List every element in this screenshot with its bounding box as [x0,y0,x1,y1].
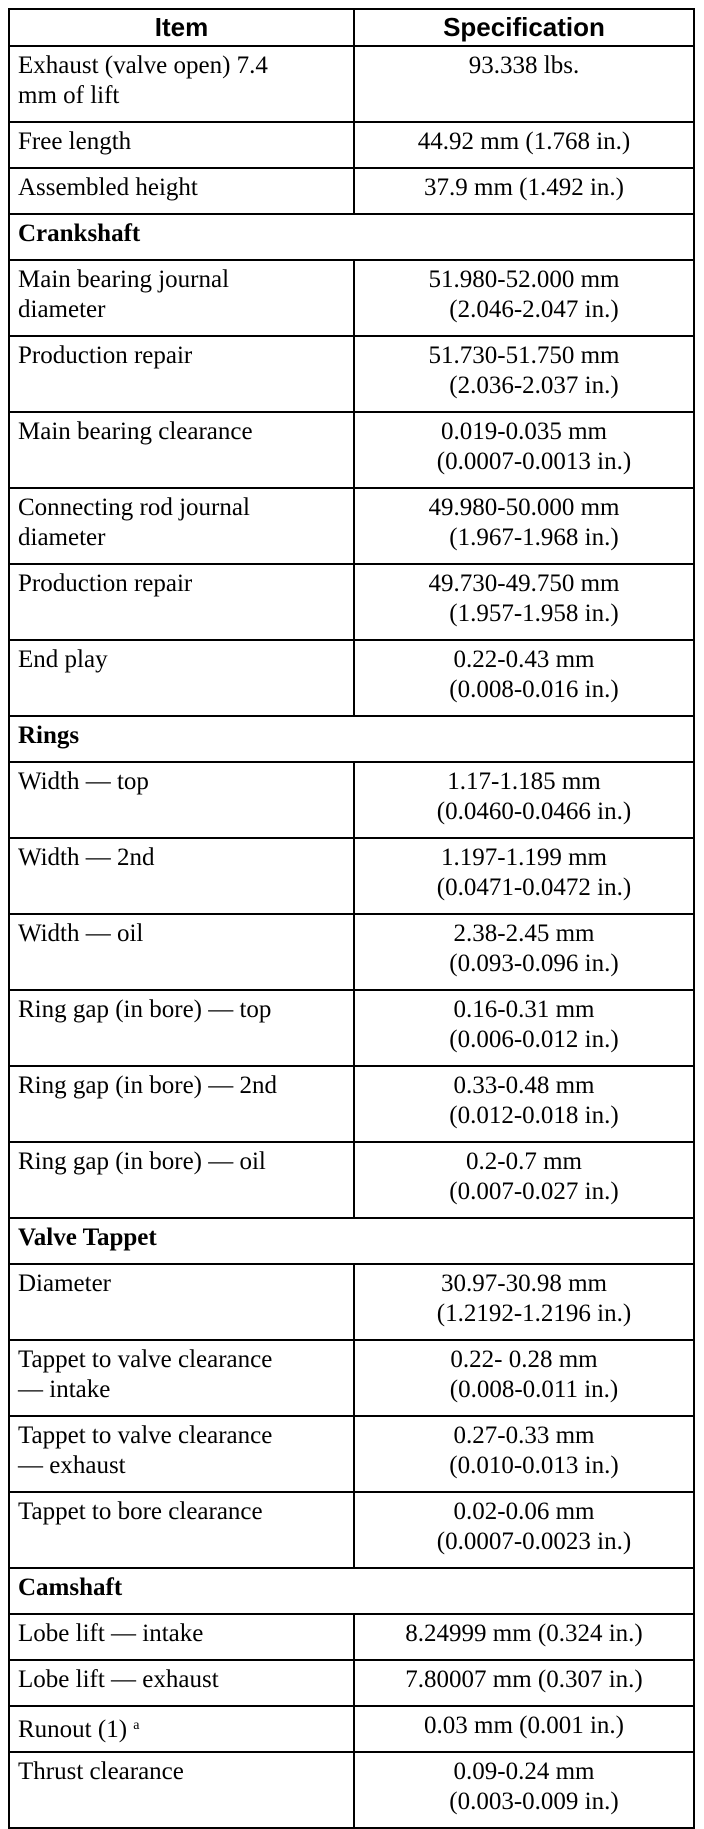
item-text: Ring gap (in bore) — 2nd [18,1072,277,1099]
item-cell [9,1416,354,1492]
specification-cell [354,1416,694,1492]
specification-text: 1.17-1.185 mm [447,768,601,795]
specification-text: 0.09-0.24 mm [453,1758,595,1785]
specification-text: (0.012-0.018 in.) [449,1102,619,1129]
specification-cell [354,412,694,488]
item-text: mm of lift [18,82,120,109]
table-row [9,1066,694,1142]
item-text: Diameter [18,1270,112,1297]
specification-cell [354,336,694,412]
item-cell [9,488,354,564]
specification-text: (0.0007-0.0013 in.) [436,448,632,475]
table-body [9,46,694,1828]
specification-cell [354,122,694,168]
item-text: Production repair [18,342,193,369]
specification-cell [354,1752,694,1828]
table-row [9,168,694,214]
item-text: Ring gap (in bore) — top [18,996,272,1023]
specification-cell [354,640,694,716]
specification-text: 30.97-30.98 mm [441,1270,607,1297]
specification-text: (0.006-0.012 in.) [449,1026,619,1053]
table-row [9,1660,694,1706]
specification-text: 51.730-51.750 mm [428,342,620,369]
item-cell [9,762,354,838]
item-text: diameter [18,296,106,323]
item-text: Assembled height [18,174,198,201]
specification-cell [354,260,694,336]
specification-cell [354,1340,694,1416]
specification-cell [354,1706,694,1752]
table-row [9,1416,694,1492]
table-row [9,1142,694,1218]
item-cell [9,1614,354,1660]
specification-text: 1.197-1.199 mm [441,844,607,871]
specification-cell [354,762,694,838]
specification-text: 0.02-0.06 mm [453,1498,595,1525]
specification-text: (2.036-2.037 in.) [449,372,619,399]
table-row [9,122,694,168]
specification-text: 49.980-50.000 mm [428,494,620,521]
specification-text: 2.38-2.45 mm [453,920,595,947]
specification-text: 37.9 mm (1.492 in.) [424,174,624,201]
item-text: Lobe lift — intake [18,1620,204,1647]
specification-text: (0.093-0.096 in.) [449,950,619,977]
item-cell [9,1752,354,1828]
item-cell [9,838,354,914]
header-specification: Specification [354,9,694,46]
item-text: Free length [18,128,132,155]
item-text: Width — top [18,768,149,795]
item-text: Lobe lift — exhaust [18,1666,219,1693]
specification-cell [354,1614,694,1660]
item-cell [9,640,354,716]
table-row [9,1340,694,1416]
specification-text: (2.046-2.047 in.) [449,296,619,323]
item-cell [9,1660,354,1706]
item-line [18,1711,345,1745]
specification-text: 0.03 mm (0.001 in.) [424,1712,624,1739]
item-cell [9,1340,354,1416]
item-cell [9,1264,354,1340]
item-text: Tappet to valve clearance [18,1422,273,1449]
item-text: Main bearing clearance [18,418,253,445]
specification-text: (1.967-1.968 in.) [449,524,619,551]
section-heading: Rings [9,716,694,762]
table-row [9,488,694,564]
item-cell [9,1066,354,1142]
section-row [9,214,694,260]
table-row [9,640,694,716]
specification-text: (0.0460-0.0466 in.) [436,798,632,825]
item-cell [9,122,354,168]
specification-cell [354,1492,694,1568]
item-text: — exhaust [18,1452,126,1479]
item-text: Production repair [18,570,193,597]
section-row [9,1568,694,1614]
item-text: Tappet to valve clearance [18,1346,273,1373]
item-cell [9,1706,354,1752]
specification-text: (1.957-1.958 in.) [449,600,619,627]
table-row [9,46,694,122]
specification-text: (0.008-0.016 in.) [449,676,619,703]
table-row [9,1752,694,1828]
item-text: Exhaust (valve open) 7.4 [18,52,268,79]
specification-cell [354,1660,694,1706]
table-row [9,1706,694,1752]
specification-text: (0.010-0.013 in.) [449,1452,619,1479]
specification-cell [354,564,694,640]
item-text: Thrust clearance [18,1758,184,1785]
item-cell [9,1492,354,1568]
specification-text: 0.2-0.7 mm [466,1148,582,1175]
specification-text: 8.24999 mm (0.324 in.) [405,1620,643,1647]
specification-cell [354,1142,694,1218]
specification-text: 0.27-0.33 mm [453,1422,595,1449]
section-heading: Valve Tappet [9,1218,694,1264]
section-heading: Camshaft [9,1568,694,1614]
section-row [9,1218,694,1264]
header-row [9,9,694,46]
specification-text: 7.80007 mm (0.307 in.) [405,1666,643,1693]
item-cell [9,46,354,122]
item-cell [9,168,354,214]
table-row [9,914,694,990]
item-text: Tappet to bore clearance [18,1498,263,1525]
table-row [9,1492,694,1568]
specification-text: 49.730-49.750 mm [428,570,620,597]
specification-cell [354,914,694,990]
specification-text: 0.019-0.035 mm [441,418,607,445]
table-row [9,336,694,412]
specification-text: 44.92 mm (1.768 in.) [417,128,631,155]
specification-text: (0.008-0.011 in.) [449,1376,619,1403]
specification-table [8,8,695,1829]
specification-text: (0.0007-0.0023 in.) [436,1528,632,1555]
specification-text: (0.003-0.009 in.) [449,1788,619,1815]
specification-cell [354,488,694,564]
footnote-marker: a [133,1718,140,1733]
specification-cell [354,990,694,1066]
specification-cell [354,838,694,914]
item-text: Connecting rod journal [18,494,250,521]
specification-text: 93.338 lbs. [468,52,580,79]
specification-text: (0.0471-0.0472 in.) [436,874,632,901]
table-row [9,838,694,914]
specification-text: 0.33-0.48 mm [453,1072,595,1099]
specification-text: (1.2192-1.2196 in.) [436,1300,632,1327]
specification-text: 51.980-52.000 mm [428,266,620,293]
table-row [9,260,694,336]
item-text: Main bearing journal [18,266,230,293]
table-row [9,1614,694,1660]
specification-cell [354,1066,694,1142]
table-row [9,564,694,640]
item-cell [9,412,354,488]
item-text: — intake [18,1376,111,1403]
item-text: Ring gap (in bore) — oil [18,1148,266,1175]
section-heading: Crankshaft [9,214,694,260]
item-text: diameter [18,524,106,551]
header-item: Item [9,9,354,46]
item-cell [9,336,354,412]
item-text: End play [18,646,108,673]
item-text: Width — oil [18,920,144,947]
specification-text: 0.22- 0.28 mm [450,1346,598,1373]
table-row [9,990,694,1066]
specification-text: 0.16-0.31 mm [453,996,595,1023]
table-row [9,412,694,488]
item-cell [9,1142,354,1218]
section-row [9,716,694,762]
specification-text: (0.007-0.027 in.) [449,1178,619,1205]
specification-cell [354,46,694,122]
item-text: Runout (1) [18,1716,128,1743]
item-cell [9,260,354,336]
specification-cell [354,1264,694,1340]
item-text: Width — 2nd [18,844,155,871]
item-cell [9,564,354,640]
table-row [9,762,694,838]
specification-cell [354,168,694,214]
specification-text: 0.22-0.43 mm [453,646,595,673]
table-row [9,1264,694,1340]
item-cell [9,914,354,990]
item-cell [9,990,354,1066]
